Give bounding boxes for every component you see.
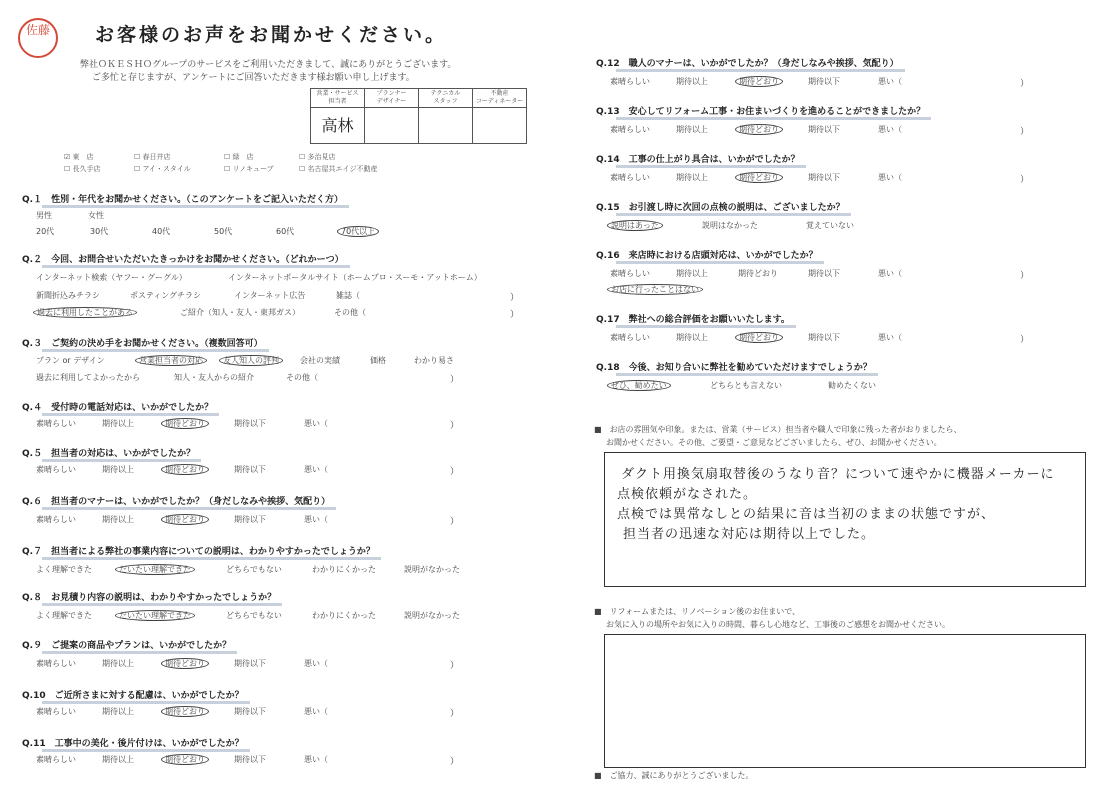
opt-q8-mostly[interactable]: だいたい理解できた (118, 610, 192, 621)
opt-q7-neutral[interactable]: どちらでもない (226, 565, 282, 574)
opt-trigger-referral[interactable]: ご紹介（知人・友人・東邦ガス） (180, 308, 300, 317)
comment-1-line-3: 点検では異常なしとの結果に音は当初のままの状態ですが、 (617, 507, 996, 522)
opt-q8-unclear[interactable]: わかりにくかった (312, 611, 376, 620)
opt-trigger-magazine[interactable]: 雑誌（ (336, 291, 360, 300)
question-3: Q.３ ご契約の決め手をお聞かせください。（複数回答可） (22, 336, 263, 349)
question-10: Q.10 ご近所さまに対する配慮は、いかがでしたか？ (22, 688, 244, 701)
q11-opt-below[interactable]: 期待以下 (234, 755, 266, 764)
question-13: Q.13 安心してリフォーム工事・お住まいづくりを進めることができましたか？ (596, 104, 925, 117)
q11-opt-excellent[interactable]: 素晴らしい (36, 755, 76, 764)
store-check-5[interactable]: ☐ アイ・スタイル (134, 165, 191, 173)
opt-decision-past[interactable]: 過去に利用してよかったから (36, 373, 140, 382)
intro-line-1: 弊社ＯＫＥＳＨＯグループのサービスをご利用いただきまして、誠にありがとうございます。 (80, 60, 457, 70)
q11-opt-bad[interactable]: 悪い（ (304, 755, 328, 764)
opt-q7-none[interactable]: 説明がなかった (404, 565, 460, 574)
opt-decision-price[interactable]: 価格 (370, 356, 386, 365)
q12-opt-as-expected[interactable]: 期待どおり (738, 76, 780, 87)
question-4: Q.４ 受付時の電話対応は、いかがでしたか？ (22, 400, 213, 413)
opt-q18-no[interactable]: 勧めたくない (828, 381, 876, 390)
q5-opt-bad[interactable]: 悪い（ (304, 465, 328, 474)
comment-2-textarea[interactable] (604, 634, 1086, 768)
q16-opt-bad[interactable]: 悪い（ (878, 269, 902, 278)
comment-1-line-4: 担当者の迅速な対応は期待以上でした。 (623, 527, 876, 542)
question-16: Q.16 来店時における店頭対応は、いかがでしたか？ (596, 248, 818, 261)
thanks-text: ■ ご協力、誠にありがとうございました。 (594, 771, 754, 780)
opt-trigger-ad[interactable]: インターネット広告 (234, 291, 306, 300)
question-5: Q.５ 担当者の対応は、いかがでしたか？ (22, 446, 195, 459)
q16-paren-close: ） (1020, 271, 1030, 281)
opt-q18-neutral[interactable]: どちらとも言えない (710, 381, 782, 390)
question-12: Q.12 職人のマナーは、いかがでしたか？（身だしなみや挨拶、気配り） (596, 56, 899, 69)
opt-trigger-posting[interactable]: ポスティングチラシ (130, 291, 202, 300)
question-7: Q.７ 担当者による弊社の事業内容についての説明は、わかりやすかったでしょうか？ (22, 544, 375, 557)
comment-1-heading: ■ お店の雰囲気や印象。または、営業（サービス）担当者や職人で印象に残った者がおりましたら、 (594, 425, 962, 434)
opt-decision-plan[interactable]: プラン or デザイン (36, 356, 105, 365)
q14-paren-close: ） (1020, 175, 1030, 185)
opt-q16-never-visited[interactable]: お店に行ったことはない (610, 284, 700, 295)
page-title: お客様のお声をお聞かせください。 (95, 24, 448, 46)
opt-trigger-portal[interactable]: インターネットポータルサイト（ホームプロ・スーモ・アットホーム） (228, 273, 482, 282)
q17-paren-close: ） (1020, 335, 1030, 345)
opt-trigger-search[interactable]: インターネット検索（ヤフー・グーグル） (36, 273, 187, 282)
opt-age-70[interactable]: 70代以上 (340, 226, 376, 237)
opt-decision-sales[interactable]: 営業担当者の対応 (138, 355, 204, 366)
q6-opt-as-expected[interactable]: 期待どおり (164, 514, 206, 525)
store-check-6[interactable]: ☐ リノキューブ (224, 165, 274, 173)
opt-q7-mostly[interactable]: だいたい理解できた (118, 564, 192, 575)
q10-paren-close: ） (450, 709, 460, 719)
opt-q18-yes[interactable]: ぜひ、勧めたい (610, 380, 668, 391)
q17-opt-above[interactable]: 期待以上 (676, 333, 708, 342)
question-11: Q.11 工事中の美化・後片付けは、いかがでしたか？ (22, 736, 244, 749)
opt-gender-male[interactable]: 男性 (36, 211, 52, 220)
q4-opt-as-expected[interactable]: 期待どおり (164, 418, 206, 429)
opt-age-50[interactable]: 50代 (214, 227, 233, 236)
staff-table (310, 88, 527, 144)
opt-age-20[interactable]: 20代 (36, 227, 55, 236)
staff-header-planner: プランナー デザイナー (365, 89, 419, 108)
store-check-3[interactable]: ☐ 多治見店 (299, 153, 336, 161)
paren-close-magazine: ） (510, 293, 520, 303)
staff-header-technical: テクニカル スタッフ (419, 89, 473, 108)
paren-close-decision-other: ） (450, 375, 460, 385)
q17-opt-as-expected[interactable]: 期待どおり (738, 332, 780, 343)
opt-decision-record[interactable]: 会社の実績 (300, 356, 340, 365)
opt-gender-female[interactable]: 女性 (88, 211, 104, 220)
q13-opt-excellent[interactable]: 素晴らしい (610, 125, 650, 134)
question-18: Q.18 今後、お知り合いに弊社を勧めていただけますでしょうか？ (596, 360, 872, 373)
store-check-0[interactable]: ☑ 東 店 (64, 153, 94, 161)
opt-q15-not-explained[interactable]: 説明はなかった (702, 221, 758, 230)
opt-trigger-past[interactable]: 過去に利用したことがある (36, 307, 134, 318)
q14-opt-as-expected[interactable]: 期待どおり (738, 172, 780, 183)
name-seal: 佐藤 (18, 18, 58, 58)
staff-header-realestate: 不動産 コーディネーター (473, 89, 527, 108)
question-2: Q.２ 今回、お問合せいただいたきっかけをお聞かせください。（どれかーつ） (22, 252, 344, 265)
q16-opt-as-expected[interactable]: 期待どおり (738, 269, 778, 278)
q14-opt-bad[interactable]: 悪い（ (878, 173, 902, 182)
opt-decision-introduction[interactable]: 知人・友人からの紹介 (174, 373, 254, 382)
opt-trigger-other[interactable]: その他（ (334, 308, 366, 317)
comment-2-heading-2: お気に入りの場所やお気に入りの時間、暮らし心地など、工事後のご感想をお聞かせください。 (606, 620, 950, 629)
q5-opt-above[interactable]: 期待以上 (102, 465, 134, 474)
q13-opt-below[interactable]: 期待以下 (808, 125, 840, 134)
opt-q8-none[interactable]: 説明がなかった (404, 611, 460, 620)
opt-age-60[interactable]: 60代 (276, 227, 295, 236)
opt-age-40[interactable]: 40代 (152, 227, 171, 236)
q10-opt-above[interactable]: 期待以上 (102, 707, 134, 716)
q10-opt-excellent[interactable]: 素晴らしい (36, 707, 76, 716)
opt-q15-explained[interactable]: 説明はあった (610, 220, 660, 231)
question-6: Q.６ 担当者のマナーは、いかがでしたか？（身だしなみや挨拶、気配り） (22, 494, 330, 507)
q12-opt-bad[interactable]: 悪い（ (878, 77, 902, 86)
opt-decision-clarity[interactable]: わかり易さ (414, 356, 454, 365)
q11-opt-as-expected[interactable]: 期待どおり (164, 754, 206, 765)
q17-opt-excellent[interactable]: 素晴らしい (610, 333, 650, 342)
question-15: Q.15 お引渡し時に次回の点検の説明は、ございましたか？ (596, 200, 845, 213)
opt-trigger-flyer[interactable]: 新聞折込みチラシ (36, 291, 100, 300)
store-check-4[interactable]: ☐ 長久手店 (64, 165, 101, 173)
store-check-2[interactable]: ☐ 緑 店 (224, 153, 254, 161)
q6-opt-excellent[interactable]: 素晴らしい (36, 515, 76, 524)
comment-1-line-1: ダクト用換気扇取替後のうなり音？について速やかに機器メーカーに (621, 467, 1055, 482)
q4-opt-excellent[interactable]: 素晴らしい (36, 419, 76, 428)
comment-1-line-2: 点検依頼がなされた。 (617, 487, 758, 502)
q14-opt-below[interactable]: 期待以下 (808, 173, 840, 182)
intro-line-2: ご多忙と存じますが、アンケートにご回答いただきます様お願い申し上げます。 (92, 73, 415, 83)
q4-paren-close: ） (450, 421, 460, 431)
question-9: Q.９ ご提案の商品やプランは、いかがでしたか？ (22, 638, 231, 651)
opt-decision-reputation[interactable]: 友人知人の評判 (222, 355, 280, 366)
q10-opt-as-expected[interactable]: 期待どおり (164, 706, 206, 717)
q6-opt-above[interactable]: 期待以上 (102, 515, 134, 524)
question-17: Q.17 弊社への総合評価をお願いいたします。 (596, 312, 790, 325)
comment-2-heading: ■ リフォームまたは、リノベーション後のお住まいで、 (594, 607, 801, 616)
q13-opt-above[interactable]: 期待以上 (676, 125, 708, 134)
q4-opt-bad[interactable]: 悪い（ (304, 419, 328, 428)
q12-paren-close: ） (1020, 79, 1030, 89)
comment-1-textarea[interactable] (604, 452, 1086, 587)
q13-opt-bad[interactable]: 悪い（ (878, 125, 902, 134)
q5-paren-close: ） (450, 467, 460, 477)
staff-technical-name (419, 108, 473, 144)
q14-opt-excellent[interactable]: 素晴らしい (610, 173, 650, 182)
q6-opt-below[interactable]: 期待以下 (234, 515, 266, 524)
q6-paren-close: ） (450, 517, 460, 527)
q16-opt-above[interactable]: 期待以上 (676, 269, 708, 278)
opt-decision-other[interactable]: その他（ (286, 373, 318, 382)
opt-q7-unclear[interactable]: わかりにくかった (312, 565, 376, 574)
paren-close-trigger-other: ） (510, 310, 520, 320)
store-check-1[interactable]: ☐ 春日井店 (134, 153, 171, 161)
q5-opt-excellent[interactable]: 素晴らしい (36, 465, 76, 474)
staff-sales-name: 高林 (311, 108, 365, 144)
staff-realestate-name (473, 108, 527, 144)
q13-paren-close: ） (1020, 127, 1030, 137)
opt-q7-understood[interactable]: よく理解できた (36, 565, 92, 574)
q14-opt-above[interactable]: 期待以上 (676, 173, 708, 182)
q4-opt-above[interactable]: 期待以上 (102, 419, 134, 428)
staff-planner-name (365, 108, 419, 144)
q4-opt-below[interactable]: 期待以下 (234, 419, 266, 428)
store-checklist (64, 152, 424, 176)
q9-opt-above[interactable]: 期待以上 (102, 659, 134, 668)
q6-opt-bad[interactable]: 悪い（ (304, 515, 328, 524)
q10-opt-below[interactable]: 期待以下 (234, 707, 266, 716)
q9-opt-bad[interactable]: 悪い（ (304, 659, 328, 668)
q16-opt-below[interactable]: 期待以下 (808, 269, 840, 278)
opt-q15-dont-remember[interactable]: 覚えていない (806, 221, 854, 230)
opt-q8-neutral[interactable]: どちらでもない (226, 611, 282, 620)
q11-opt-above[interactable]: 期待以上 (102, 755, 134, 764)
q10-opt-bad[interactable]: 悪い（ (304, 707, 328, 716)
store-check-7[interactable]: ☐ 名古屋共エイジ不動産 (299, 165, 378, 173)
question-1: Q.１ 性別・年代をお聞かせください。（このアンケートをご記入いただく方） (22, 192, 343, 205)
q9-opt-below[interactable]: 期待以下 (234, 659, 266, 668)
opt-q8-understood[interactable]: よく理解できた (36, 611, 92, 620)
q12-opt-below[interactable]: 期待以下 (808, 77, 840, 86)
opt-age-30[interactable]: 30代 (90, 227, 109, 236)
comment-1-heading-2: お聞かせください。その他、ご要望・ご意見などございましたら、ぜひ、お聞かせください。 (606, 438, 942, 447)
q5-opt-below[interactable]: 期待以下 (234, 465, 266, 474)
q11-paren-close: ） (450, 757, 460, 767)
question-14: Q.14 工事の仕上がり具合は、いかがでしたか？ (596, 152, 800, 165)
q5-opt-as-expected[interactable]: 期待どおり (164, 464, 206, 475)
q9-opt-excellent[interactable]: 素晴らしい (36, 659, 76, 668)
q9-paren-close: ） (450, 661, 460, 671)
q17-opt-bad[interactable]: 悪い（ (878, 333, 902, 342)
staff-header-sales: 営業・サービス 担当者 (311, 89, 365, 108)
q12-opt-above[interactable]: 期待以上 (676, 77, 708, 86)
q12-opt-excellent[interactable]: 素晴らしい (610, 77, 650, 86)
q13-opt-as-expected[interactable]: 期待どおり (738, 124, 780, 135)
q16-opt-excellent[interactable]: 素晴らしい (610, 269, 650, 278)
q17-opt-below[interactable]: 期待以下 (808, 333, 840, 342)
question-8: Q.８ お見積り内容の説明は、わかりやすかったでしょうか？ (22, 590, 276, 603)
q9-opt-as-expected[interactable]: 期待どおり (164, 658, 206, 669)
